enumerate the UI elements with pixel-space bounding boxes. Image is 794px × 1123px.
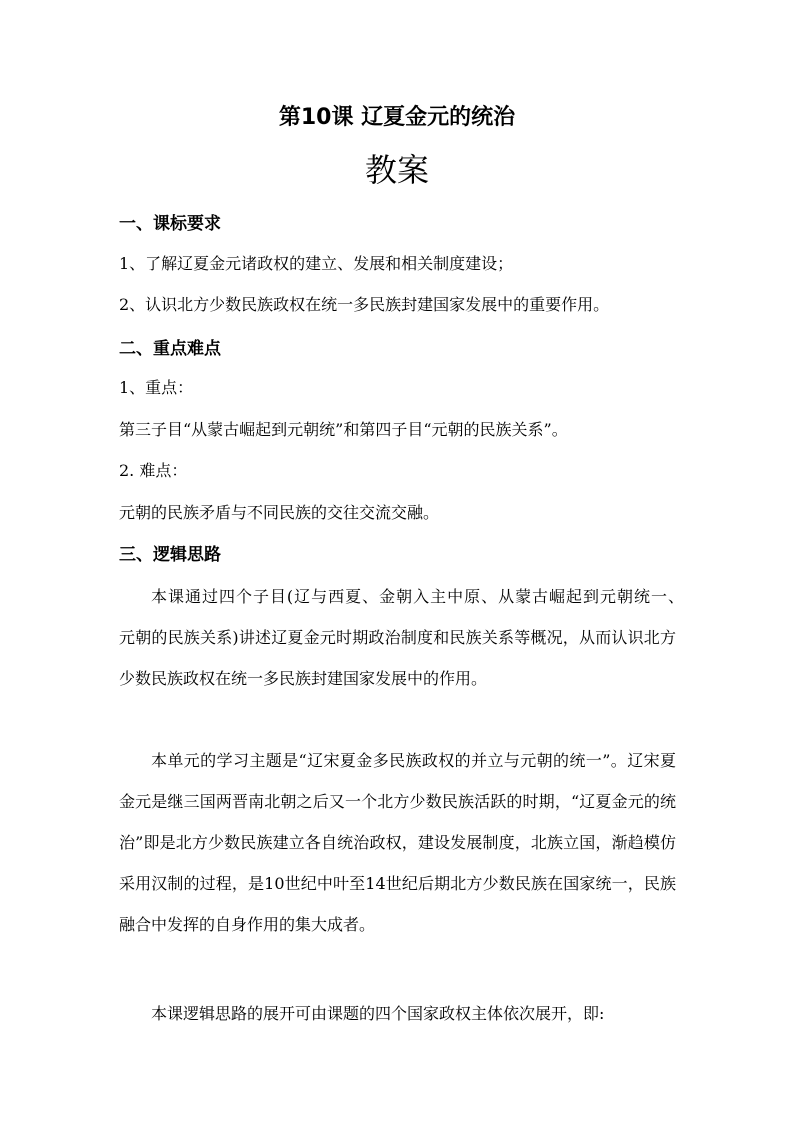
- body-paragraph: 本课逻辑思路的展开可由课题的四个国家政权主体依次展开，即:: [151, 1004, 605, 1023]
- body-paragraph: 本单元的学习主题是“辽宋夏金多民族政权的并立与元朝的统一”。辽宋夏金元是继三国两晋南北朝之后又一个北方少数民族活跃的时期，“辽夏金元的统治”即是北方少数民族建立各自统治政权，建设发展制度，北族立国，渐趋模仿采用汉制的过程，是10世纪中叶至14世纪后期北方少数民族在国家统一，民族融合中发挥的自身作用的集大成者。: [119, 751, 676, 934]
- key-point-text: 第三子目“从蒙古崛起到元朝统”和第四子目“元朝的民族关系”。: [119, 420, 568, 439]
- section-heading-logic: 三、逻辑思路: [119, 545, 221, 565]
- document-title: 第10课 辽夏金元的统治: [278, 105, 516, 130]
- section-heading-requirements: 一、课标要求: [119, 214, 221, 234]
- document-subtitle: 教案: [364, 151, 429, 189]
- difficulty-label: 2. 难点：: [119, 461, 188, 480]
- key-point-label: 1、重点：: [119, 378, 194, 397]
- section-heading-key-points: 二、重点难点: [119, 339, 221, 359]
- requirement-item: 2、认识北方少数民族政权在统一多民族封建国家发展中的重要作用。: [119, 295, 610, 314]
- requirement-item: 1、了解辽夏金元诸政权的建立、发展和相关制度建设；: [119, 254, 514, 273]
- difficulty-text: 元朝的民族矛盾与不同民族的交往交流交融。: [119, 503, 440, 522]
- body-paragraph: 本课通过四个子目(辽与西夏、金朝入主中原、从蒙古崛起到元朝统一、 元朝的民族关系)讲述辽夏金元时期政治制度和民族关系等概况，从而认识北方少数民族政权在统一多民族封建国家发展中的作用。: [119, 587, 693, 688]
